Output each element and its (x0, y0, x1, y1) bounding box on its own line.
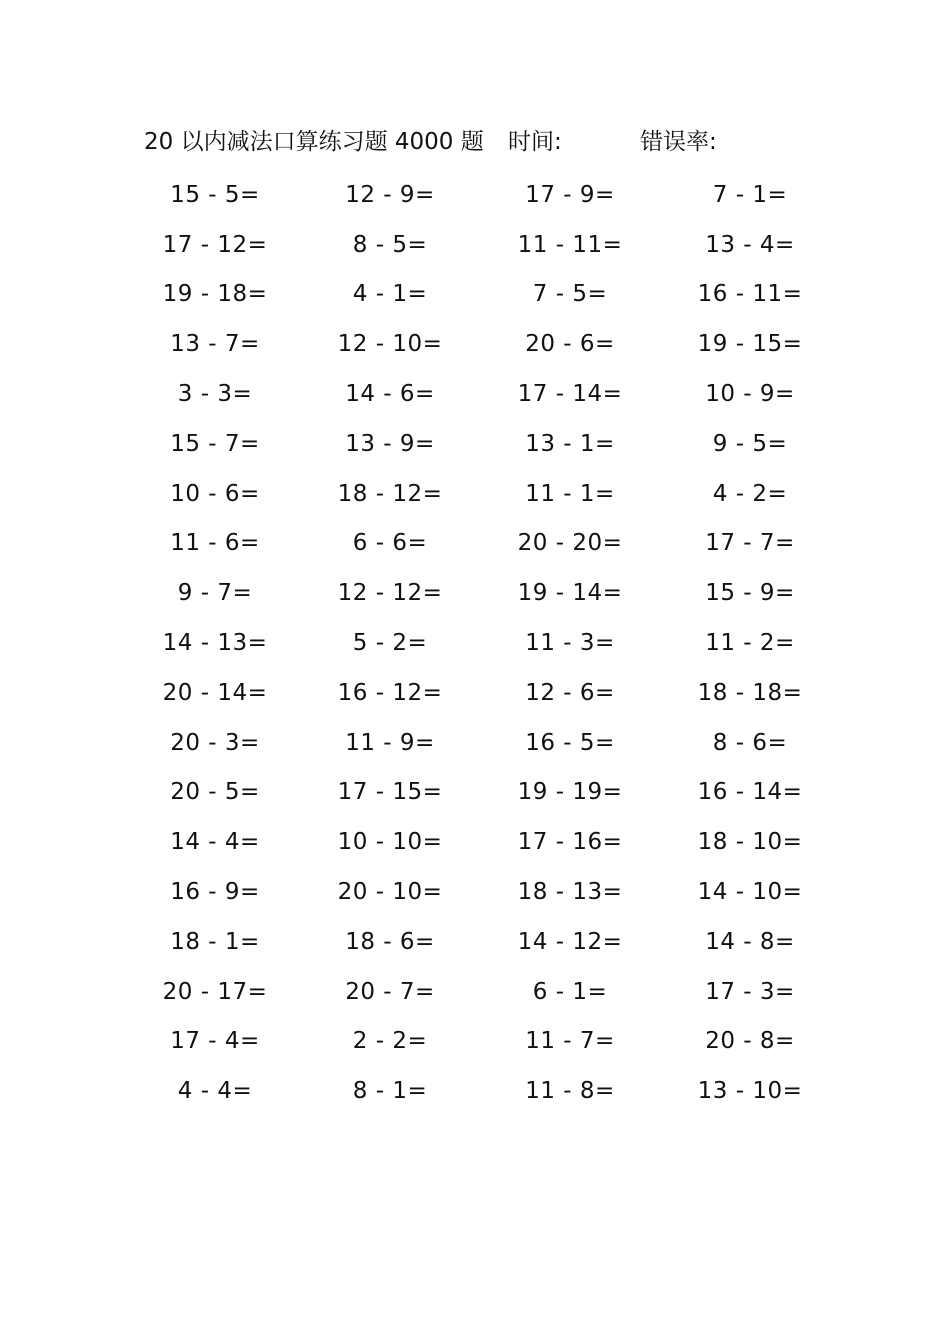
subtraction-problem: 20 - 20= (517, 530, 623, 557)
subtraction-problem: 16 - 5= (525, 729, 615, 756)
problem-grid (130, 170, 820, 1116)
subtraction-problem: 20 - 7= (345, 978, 435, 1005)
problem-row (130, 817, 820, 867)
subtraction-problem: 10 - 6= (170, 480, 260, 507)
subtraction-problem: 18 - 10= (697, 829, 803, 856)
subtraction-problem: 19 - 18= (162, 281, 268, 308)
subtraction-problem: 18 - 1= (170, 928, 260, 955)
problem-row (130, 469, 820, 519)
subtraction-problem: 7 - 1= (712, 181, 788, 208)
error-rate-label: 错误率: (640, 129, 717, 155)
problem-row (130, 1066, 820, 1116)
subtraction-problem: 18 - 18= (697, 679, 803, 706)
subtraction-problem: 4 - 1= (352, 281, 428, 308)
subtraction-problem: 4 - 4= (177, 1078, 253, 1105)
subtraction-problem: 17 - 7= (705, 530, 795, 557)
subtraction-problem: 10 - 9= (705, 381, 795, 408)
worksheet-header (0, 126, 950, 158)
subtraction-problem: 17 - 3= (705, 978, 795, 1005)
problem-row (130, 220, 820, 270)
subtraction-problem: 16 - 12= (337, 679, 443, 706)
subtraction-problem: 16 - 11= (697, 281, 803, 308)
subtraction-problem: 11 - 11= (517, 231, 623, 258)
subtraction-problem: 4 - 2= (712, 480, 788, 507)
subtraction-problem: 14 - 13= (162, 630, 268, 657)
subtraction-problem: 11 - 9= (345, 729, 435, 756)
subtraction-problem: 2 - 2= (352, 1028, 428, 1055)
problem-row (130, 270, 820, 320)
subtraction-problem: 20 - 10= (337, 879, 443, 906)
subtraction-problem: 10 - 10= (337, 829, 443, 856)
subtraction-problem: 19 - 14= (517, 580, 623, 607)
subtraction-problem: 13 - 10= (697, 1078, 803, 1105)
problem-row (130, 917, 820, 967)
subtraction-problem: 9 - 5= (712, 430, 788, 457)
subtraction-problem: 20 - 17= (162, 978, 268, 1005)
subtraction-problem: 14 - 8= (705, 928, 795, 955)
subtraction-problem: 11 - 2= (705, 630, 795, 657)
subtraction-problem: 19 - 15= (697, 331, 803, 358)
problem-row (130, 319, 820, 369)
subtraction-problem: 3 - 3= (177, 381, 253, 408)
problem-row (130, 170, 820, 220)
subtraction-problem: 7 - 5= (532, 281, 608, 308)
subtraction-problem: 8 - 1= (352, 1078, 428, 1105)
subtraction-problem: 17 - 15= (337, 779, 443, 806)
problem-row (130, 618, 820, 668)
subtraction-problem: 18 - 6= (345, 928, 435, 955)
subtraction-problem: 8 - 5= (352, 231, 428, 258)
subtraction-problem: 20 - 8= (705, 1028, 795, 1055)
subtraction-problem: 20 - 14= (162, 679, 268, 706)
problem-row (130, 967, 820, 1017)
subtraction-problem: 14 - 12= (517, 928, 623, 955)
subtraction-problem: 19 - 19= (517, 779, 623, 806)
subtraction-problem: 9 - 7= (177, 580, 253, 607)
subtraction-problem: 13 - 4= (705, 231, 795, 258)
subtraction-problem: 11 - 8= (525, 1078, 615, 1105)
subtraction-problem: 18 - 13= (517, 879, 623, 906)
subtraction-problem: 17 - 4= (170, 1028, 260, 1055)
problem-row (130, 369, 820, 419)
subtraction-problem: 12 - 6= (525, 679, 615, 706)
problem-row (130, 419, 820, 469)
subtraction-problem: 15 - 7= (170, 430, 260, 457)
subtraction-problem: 5 - 2= (352, 630, 428, 657)
subtraction-problem: 17 - 14= (517, 381, 623, 408)
subtraction-problem: 12 - 10= (337, 331, 443, 358)
problem-row (130, 568, 820, 618)
subtraction-problem: 16 - 14= (697, 779, 803, 806)
subtraction-problem: 17 - 9= (525, 181, 615, 208)
subtraction-problem: 16 - 9= (170, 879, 260, 906)
subtraction-problem: 14 - 6= (345, 381, 435, 408)
subtraction-problem: 11 - 1= (525, 480, 615, 507)
subtraction-problem: 20 - 6= (525, 331, 615, 358)
subtraction-problem: 20 - 5= (170, 779, 260, 806)
subtraction-problem: 17 - 12= (162, 231, 268, 258)
subtraction-problem: 8 - 6= (712, 729, 788, 756)
subtraction-problem: 13 - 1= (525, 430, 615, 457)
worksheet-title: 20 以内减法口算练习题 4000 题 (144, 129, 484, 155)
subtraction-problem: 15 - 5= (170, 181, 260, 208)
problem-row (130, 768, 820, 818)
subtraction-problem: 12 - 9= (345, 181, 435, 208)
problem-row (130, 668, 820, 718)
subtraction-problem: 6 - 1= (532, 978, 608, 1005)
subtraction-problem: 13 - 9= (345, 430, 435, 457)
subtraction-problem: 11 - 7= (525, 1028, 615, 1055)
subtraction-problem: 12 - 12= (337, 580, 443, 607)
problem-row (130, 867, 820, 917)
problem-row (130, 519, 820, 569)
subtraction-problem: 15 - 9= (705, 580, 795, 607)
subtraction-problem: 18 - 12= (337, 480, 443, 507)
subtraction-problem: 6 - 6= (352, 530, 428, 557)
subtraction-problem: 11 - 3= (525, 630, 615, 657)
time-label: 时间: (508, 129, 562, 155)
problem-row (130, 1017, 820, 1067)
subtraction-problem: 17 - 16= (517, 829, 623, 856)
subtraction-problem: 14 - 4= (170, 829, 260, 856)
subtraction-problem: 11 - 6= (170, 530, 260, 557)
subtraction-problem: 14 - 10= (697, 879, 803, 906)
subtraction-problem: 20 - 3= (170, 729, 260, 756)
problem-row (130, 718, 820, 768)
subtraction-problem: 13 - 7= (170, 331, 260, 358)
